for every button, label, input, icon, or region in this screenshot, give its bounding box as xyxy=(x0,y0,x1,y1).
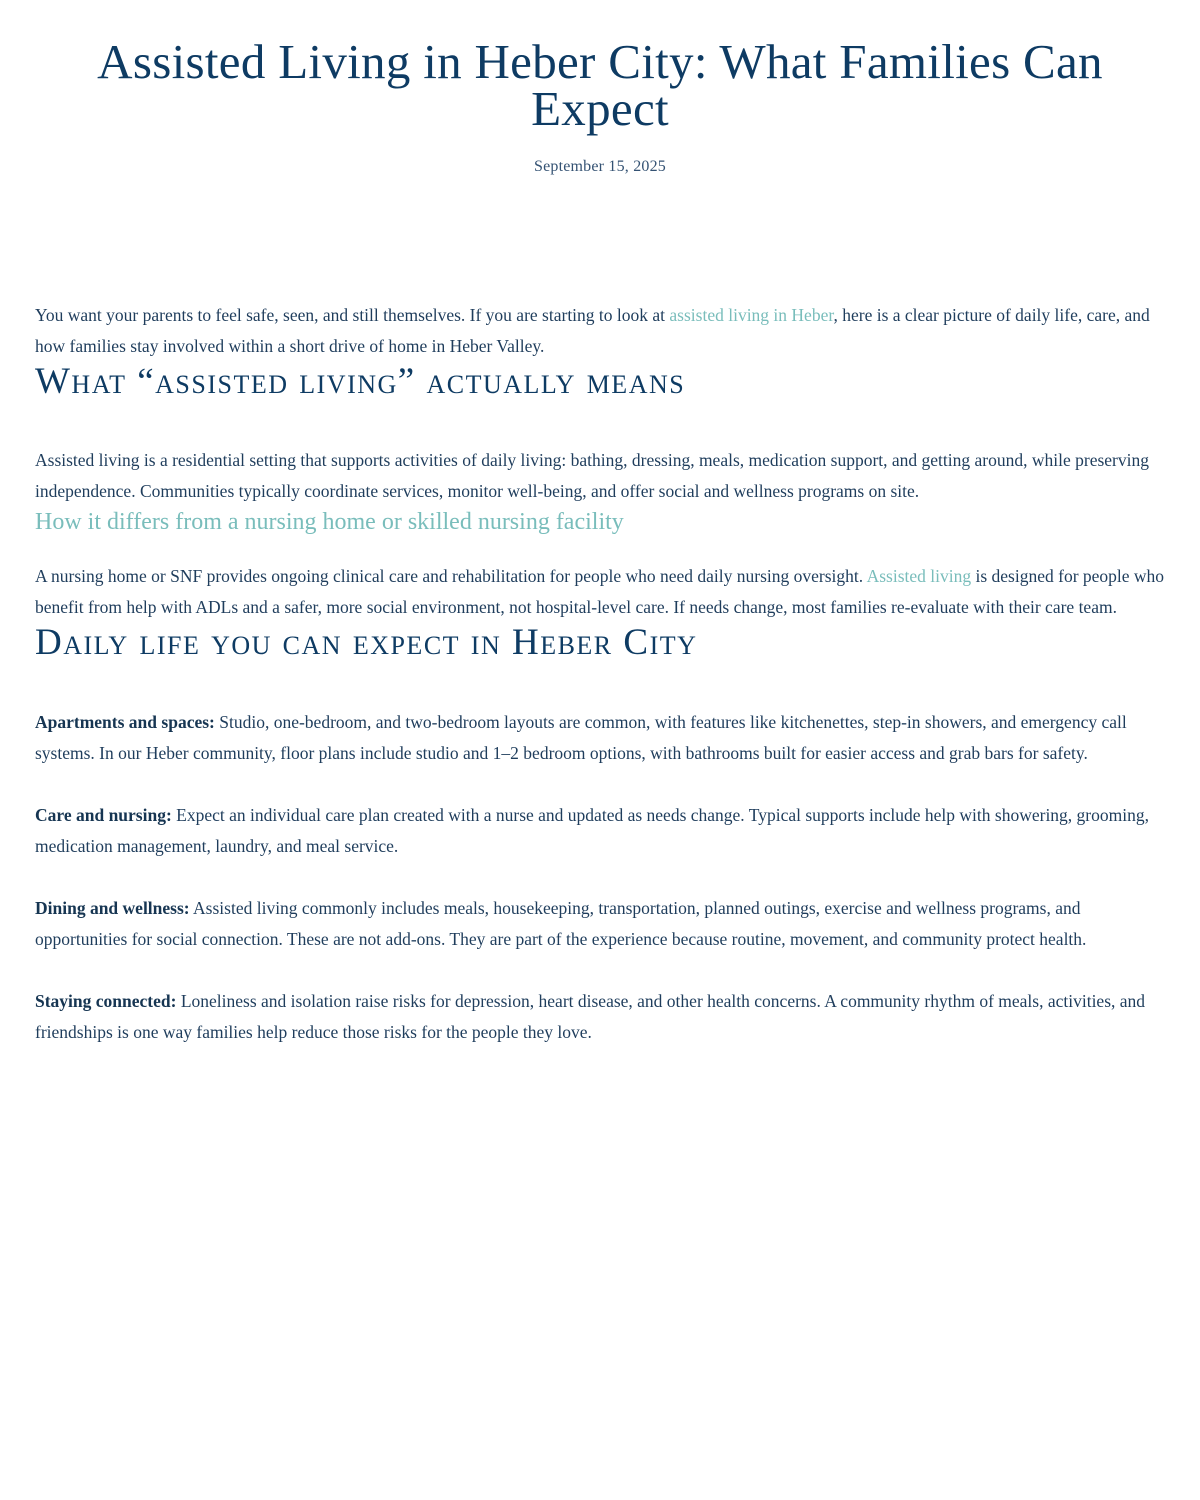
item-text: Studio, one-bedroom, and two-bedroom layouts are common, with features like kitchenettes, step-in showers, and emergency call systems. In our Heber community, floor plans include studio and 1–2 bedroom options, with bathrooms built for easier access and grab bars for safety. xyxy=(35,712,1127,763)
article-body xyxy=(35,300,1165,1048)
difference-text-before: A nursing home or SNF provides ongoing clinical care and rehabilitation for people who need daily nursing oversight. xyxy=(35,566,867,586)
intro-text-before: You want your parents to feel safe, seen, and still themselves. If you are starting to look at xyxy=(35,305,670,325)
article-header xyxy=(0,0,1200,176)
difference-paragraph xyxy=(35,561,1165,623)
intro-text-after: , here is a clear picture of daily life, care, and how families stay involved within a short drive of home in Heber Valley. xyxy=(35,305,1150,356)
item-label: Care and nursing: xyxy=(35,805,172,825)
item-text: Loneliness and isolation raise risks for depression, heart disease, and other health concerns. A community rhythm of meals, activities, and friendships is one way families help reduce those risks for the people they love. xyxy=(35,991,1146,1042)
intro-paragraph xyxy=(35,300,1165,362)
article-title: Assisted Living in Heber City: What Families Can Expect xyxy=(97,34,1103,136)
daily-life-item-care xyxy=(35,800,1165,862)
item-label: Staying connected: xyxy=(35,991,177,1011)
assisted-living-heber-link[interactable]: assisted living in Heber xyxy=(669,305,834,325)
section-heading-daily-life: Daily life you can expect in Heber City xyxy=(35,622,698,663)
difference-text-after: is designed for people who benefit from help with ADLs and a safer, more social environment, not hospital-level care. If needs change, most families re-evaluate with their care team. xyxy=(35,566,1165,617)
item-label: Apartments and spaces: xyxy=(35,712,215,732)
item-text: Assisted living commonly includes meals, housekeeping, transportation, planned outings, exercise and wellness programs, and opportunities for social connection. These are not add-ons. They are part of the experience because routine, movement, and community protect health. xyxy=(35,898,1087,949)
item-label: Dining and wellness: xyxy=(35,898,190,918)
daily-life-item-apartments xyxy=(35,707,1165,769)
daily-life-item-connected xyxy=(35,986,1165,1048)
publish-date: September 15, 2025 xyxy=(533,158,667,175)
subheading-nursing-home-difference: How it differs from a nursing home or skilled nursing facility xyxy=(35,509,624,535)
item-text: Expect an individual care plan created with a nurse and updated as needs change. Typical supports include help with showering, grooming, medication management, laundry, and meal service. xyxy=(35,805,1149,856)
section-heading-what-it-means: What “assisted living” actually means xyxy=(35,361,686,402)
definition-paragraph: Assisted living is a residential setting that supports activities of daily living: bathing, dressing, meals, medication support, and getting around, while preserving independence. Communities typically coordinate services, monitor well-being, and offer social and wellness programs on site. xyxy=(35,450,1149,501)
assisted-living-link[interactable]: Assisted living xyxy=(866,566,972,586)
daily-life-item-dining xyxy=(35,893,1165,955)
